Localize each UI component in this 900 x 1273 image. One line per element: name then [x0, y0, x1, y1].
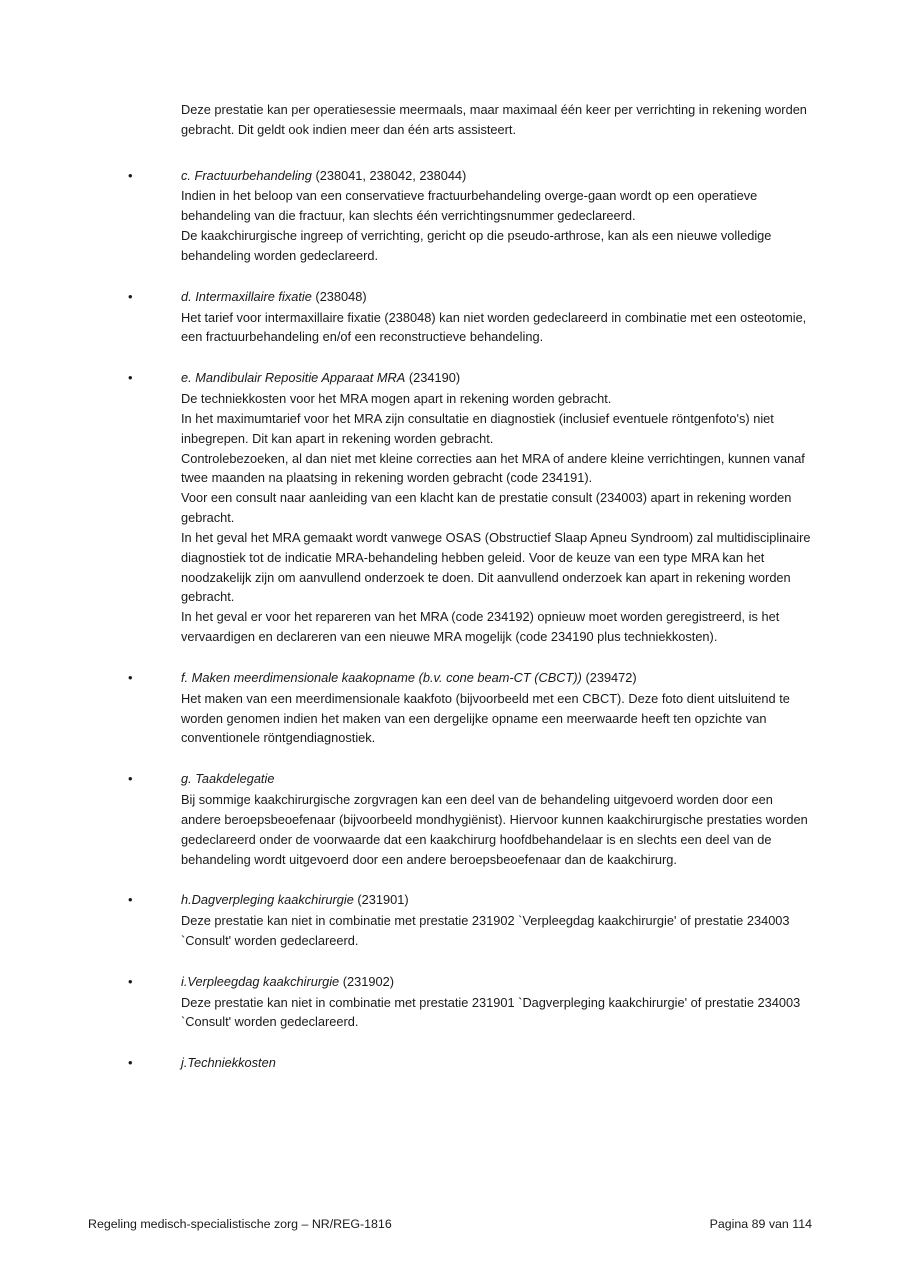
list-item-title-italic: e. Mandibulair Repositie Apparaat MRA [181, 370, 406, 386]
paragraph: Bij sommige kaakchirurgische zorgvragen kan een deel van de behandeling uitgevoerd worden door een andere beroepsbeoefenaar (bijvoorbeeld mondhygiënist). Hiervoor kunnen kaakchirurgische prestaties worden gedeclareerd onder de voorwaarde dat een kaakchirurg hoofdbehandelaar is en slechts een deel van de behandeling wordt uitgevoerd door een andere beroepsbeoefenaar dan de kaakchirurg. [181, 792, 808, 867]
paragraph: In het maximumtarief voor het MRA zijn consultatie en diagnostiek (inclusief eventuele röntgenfoto's) niet inbegrepen. Dit kan apart in rekening worden gebracht. [181, 410, 774, 446]
paragraph: Deze prestatie kan niet in combinatie met prestatie 231901 `Dagverpleging kaakchirurgie' of prestatie 234003 `Consult' worden gedeclareerd. [181, 994, 801, 1030]
list-item-body [181, 689, 812, 748]
list-item-i [88, 972, 812, 1032]
list-item-title-code: (231902) [339, 973, 394, 989]
list-item-title [181, 368, 812, 388]
bullet-icon: • [128, 288, 133, 304]
list-item-title-code: (231901) [353, 892, 409, 908]
paragraph: In het geval het MRA gemaakt wordt vanwege OSAS (Obstructief Slaap Apneu Syndroom) zal multidisciplinaire diagnostiek tot de indicatie MRA-behandeling hebben geleid. Voor de keuze van een type MRA kan het noodzakelijk zijn om aanvullend onderzoek te doen. Dit aanvullend onderzoek kan apart in rekening worden gebracht. [181, 529, 811, 605]
bullet-icon: • [128, 370, 133, 386]
page-footer [88, 1217, 812, 1231]
bullet-icon: • [128, 973, 133, 989]
list-item-title-italic: c. Fractuurbehandeling [181, 167, 312, 183]
intro-text: Deze prestatie kan per operatiesessie meermaals, maar maximaal één keer per verrichting in rekening worden gebracht. Dit geldt ook indien meer dan één arts assisteert. [181, 102, 807, 137]
list-item-body [181, 993, 812, 1033]
list-item-title-italic: g. Taakdelegatie [181, 771, 275, 787]
bullet-icon: • [128, 1055, 133, 1071]
footer-document-reference: Regeling medisch-specialistische zorg – NR/REG-1816 [88, 1217, 392, 1231]
list-item-f [88, 668, 812, 748]
bullet-icon: • [128, 771, 133, 787]
paragraph: Indien in het beloop van een conservatieve fractuurbehandeling overge-gaan wordt op een operatieve behandeling van die fractuur, kan slechts één verrichtingsnummer gedeclareerd. [181, 188, 758, 224]
list-item-j [88, 1053, 812, 1073]
list-item-body [181, 186, 812, 265]
list-item-title [181, 972, 812, 992]
paragraph: Voor een consult naar aanleiding van een klacht kan de prestatie consult (234003) apart in rekening worden gebracht. [181, 490, 792, 526]
bullet-icon: • [128, 167, 133, 183]
list-item-title [181, 668, 812, 688]
list-item-title-italic: i.Verpleegdag kaakchirurgie [181, 973, 340, 989]
list-item-e [88, 368, 812, 647]
clause-list [88, 166, 812, 1073]
list-item-d [88, 287, 812, 347]
list-item-title [181, 287, 812, 307]
list-item-c [88, 166, 812, 266]
paragraph: De kaakchirurgische ingreep of verrichting, gericht op die pseudo-arthrose, kan als een nieuwe volledige behandeling worden gedeclareerd. [181, 228, 772, 263]
list-item-title [181, 1053, 812, 1073]
list-item-body [181, 911, 812, 951]
footer-page-number: Pagina 89 van 114 [709, 1217, 812, 1231]
list-item-body [181, 389, 812, 647]
list-item-title-italic: d. Intermaxillaire fixatie [181, 288, 312, 304]
bullet-icon: • [128, 892, 133, 908]
paragraph: Het maken van een meerdimensionale kaakfoto (bijvoorbeeld met een CBCT). Deze foto dient uitsluitend te worden genomen indien het maken van een dergelijke opname een meerwaarde heeft ten opzichte van conventionele röntgendiagnostiek. [181, 690, 790, 746]
list-item-title [181, 769, 812, 789]
paragraph: In het geval er voor het repareren van het MRA (code 234192) opnieuw moet worden geregistreerd, is het vervaardigen en declareren van een nieuwe MRA mogelijk (code 234190 plus techniekkosten). [181, 609, 780, 645]
list-item-body [181, 308, 812, 348]
list-item-title-code: (238041, 238042, 238044) [311, 167, 467, 183]
list-item-title-code: (239472) [581, 669, 637, 685]
list-item-title-italic: f. Maken meerdimensionale kaakopname (b.v. cone beam-CT (CBCT)) [181, 669, 582, 685]
paragraph: Deze prestatie kan niet in combinatie met prestatie 231902 `Verpleegdag kaakchirurgie' of prestatie 234003 `Consult' worden gedeclareerd. [181, 913, 790, 948]
list-item-title [181, 166, 812, 186]
list-item-title [181, 890, 812, 910]
paragraph: Controlebezoeken, al dan niet met kleine correcties aan het MRA of andere kleine verrichtingen, kunnen vanaf twee maanden na plaatsing in rekening worden gebracht (code 234191). [181, 450, 805, 486]
list-item-title-italic: h.Dagverpleging kaakchirurgie [181, 892, 354, 908]
list-item-body [181, 790, 812, 869]
list-item-title-code: (238048) [311, 288, 367, 304]
bullet-icon: • [128, 669, 133, 685]
list-item-title-code: (234190) [405, 370, 461, 386]
paragraph: Het tarief voor intermaxillaire fixatie (238048) kan niet worden gedeclareerd in combinatie met een osteotomie, een fractuurbehandeling en/of een reconstructieve behandeling. [181, 309, 807, 345]
list-item-h [88, 890, 812, 950]
list-item-g [88, 769, 812, 869]
list-item-title-italic: j.Techniekkosten [181, 1055, 276, 1071]
paragraph: De techniekkosten voor het MRA mogen apart in rekening worden gebracht. [181, 391, 612, 407]
intro-paragraph [181, 100, 812, 140]
